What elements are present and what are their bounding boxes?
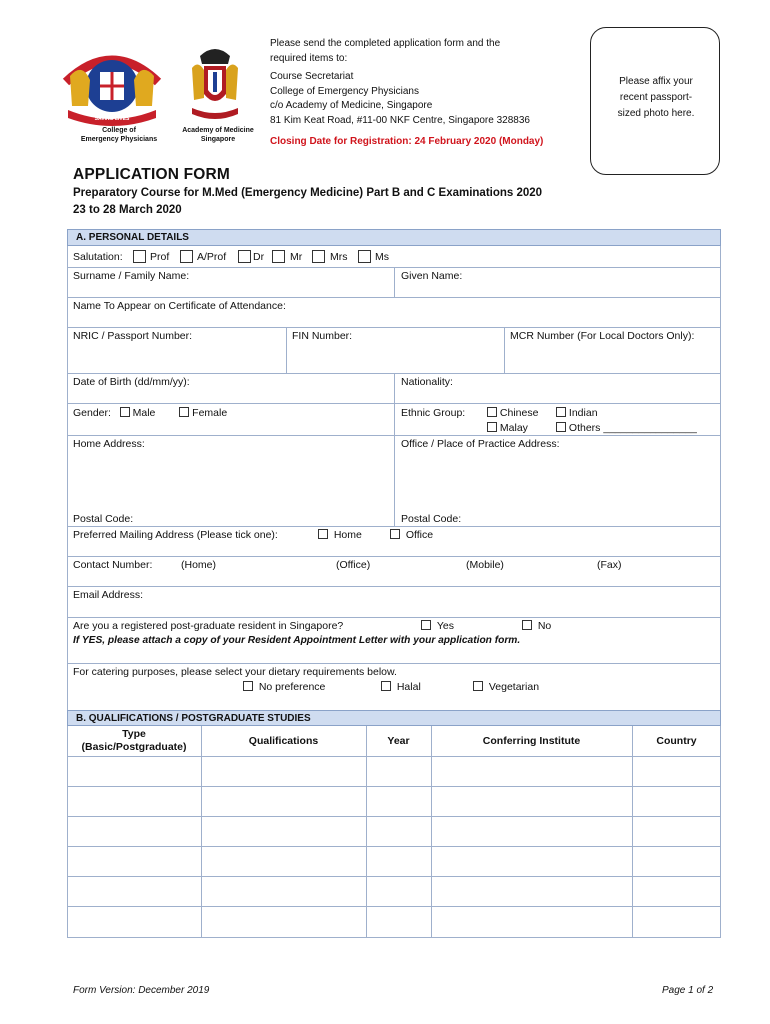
checkbox-indian[interactable]: [556, 407, 566, 417]
salutation-mr: Mr: [290, 251, 303, 263]
form-subtitle: Preparatory Course for M.Med (Emergency Medicine) Part B and C Examinations 2020: [73, 187, 543, 199]
certificate-name-label: Name To Appear on Certificate of Attendance:: [73, 300, 286, 312]
ams-caption: Academy of Medicine Singapore: [182, 127, 254, 143]
salutation-label: Salutation:: [73, 251, 123, 263]
checkbox-halal[interactable]: [381, 681, 391, 691]
academy-of-medicine-crest: [188, 42, 242, 126]
checkbox-resident-no[interactable]: [522, 620, 532, 630]
logos: [60, 38, 260, 148]
mailing-address-label: Preferred Mailing Address (Please tick one):: [73, 529, 278, 541]
checkbox-no-preference[interactable]: [243, 681, 253, 691]
form-version: Form Version: December 2019: [73, 985, 210, 996]
resident-question: Are you a registered post-graduate resident in Singapore?: [73, 620, 344, 632]
checkbox-mailing-home[interactable]: [318, 529, 328, 539]
home-address-label: Home Address:: [73, 438, 145, 450]
office-address-label: Office / Place of Practice Address:: [401, 438, 560, 450]
surname-label: Surname / Family Name:: [73, 270, 190, 282]
resident-yes: Yes: [421, 620, 454, 632]
contact-mobile-label: (Mobile): [466, 559, 504, 571]
mailing-home: Home: [318, 529, 362, 541]
resident-no: No: [522, 620, 551, 632]
checkbox-dr[interactable]: [238, 250, 251, 263]
ethnic-others: Others ________________: [556, 422, 697, 434]
checkbox-male[interactable]: [120, 407, 130, 417]
checkbox-female[interactable]: [179, 407, 189, 417]
checkbox-others[interactable]: [556, 422, 566, 432]
col-year: Year: [387, 735, 410, 747]
send-instructions: Please send the completed application form and the required items to: Course Secretariat College of Emergency Physicians c/o Academy of Medicine, Singapore 81 Kim Keat Road, #11-00 NKF Centre, Singapore 328836: [270, 38, 530, 126]
diet-halal: Halal: [381, 681, 421, 693]
college-of-emergency-physicians-logo: [60, 46, 164, 126]
col-conferring-institute: Conferring Institute: [482, 735, 581, 747]
section-a-header: A. PERSONAL DETAILS: [67, 229, 721, 246]
checkbox-mr[interactable]: [272, 250, 285, 263]
gender-label: Gender: Male Female: [73, 407, 228, 419]
cep-caption: College of Emergency Physicians: [80, 127, 158, 143]
contact-home-label: (Home): [181, 559, 217, 571]
diet-no-preference: No preference: [243, 681, 325, 693]
resident-note: If YES, please attach a copy of your Resident Appointment Letter with your application form.: [73, 635, 521, 646]
mailing-office: Office: [390, 529, 433, 541]
salutation-prof: Prof: [150, 251, 170, 263]
photo-box[interactable]: [590, 27, 720, 175]
checkbox-vegetarian[interactable]: [473, 681, 483, 691]
contact-fax-label: (Fax): [597, 559, 622, 571]
checkbox-prof[interactable]: [133, 250, 146, 263]
nric-label: NRIC / Passport Number:: [73, 330, 193, 342]
contact-number-label: Contact Number:: [73, 559, 153, 571]
page-number: Page 1 of 2: [662, 985, 714, 996]
checkbox-malay[interactable]: [487, 422, 497, 432]
diet-vegetarian: Vegetarian: [473, 681, 539, 693]
checkbox-aprof[interactable]: [180, 250, 193, 263]
nationality-label: Nationality:: [401, 376, 453, 388]
closing-date: Closing Date for Registration: 24 February 2020 (Monday): [270, 136, 544, 147]
cep-motto: SAVING LIVES: [94, 116, 130, 122]
col-type: Type (Basic/Postgraduate): [81, 728, 187, 753]
ethnic-group-label: Ethnic Group:: [401, 407, 466, 419]
form-dates: 23 to 28 March 2020: [73, 204, 182, 216]
email-label: Email Address:: [73, 589, 144, 601]
form-title: APPLICATION FORM: [73, 166, 231, 183]
salutation-aprof: A/Prof: [197, 251, 227, 263]
checkbox-ms[interactable]: [358, 250, 371, 263]
given-name-label: Given Name:: [401, 270, 463, 282]
dob-label: Date of Birth (dd/mm/yy):: [73, 376, 190, 388]
ethnic-malay: Malay: [487, 422, 528, 434]
dietary-question: For catering purposes, please select your dietary requirements below.: [73, 666, 397, 678]
photo-instructions: Please affix your recent passport- sized photo here.: [617, 76, 695, 119]
office-postal-code-label: Postal Code:: [401, 513, 462, 525]
salutation-ms: Ms: [375, 251, 389, 263]
home-postal-code-label: Postal Code:: [73, 513, 134, 525]
salutation-mrs: Mrs: [330, 251, 348, 263]
checkbox-mailing-office[interactable]: [390, 529, 400, 539]
ethnic-chinese: Chinese: [487, 407, 538, 419]
checkbox-chinese[interactable]: [487, 407, 497, 417]
col-country: Country: [656, 735, 697, 747]
ethnic-indian: Indian: [556, 407, 598, 419]
contact-office-label: (Office): [336, 559, 371, 571]
checkbox-resident-yes[interactable]: [421, 620, 431, 630]
salutation-dr: Dr: [253, 251, 265, 263]
section-b-header: B. QUALIFICATIONS / POSTGRADUATE STUDIES: [67, 710, 721, 726]
checkbox-mrs[interactable]: [312, 250, 325, 263]
col-qualifications: Qualifications: [248, 735, 319, 747]
fin-label: FIN Number:: [292, 330, 353, 342]
mcr-label: MCR Number (For Local Doctors Only):: [510, 330, 695, 342]
